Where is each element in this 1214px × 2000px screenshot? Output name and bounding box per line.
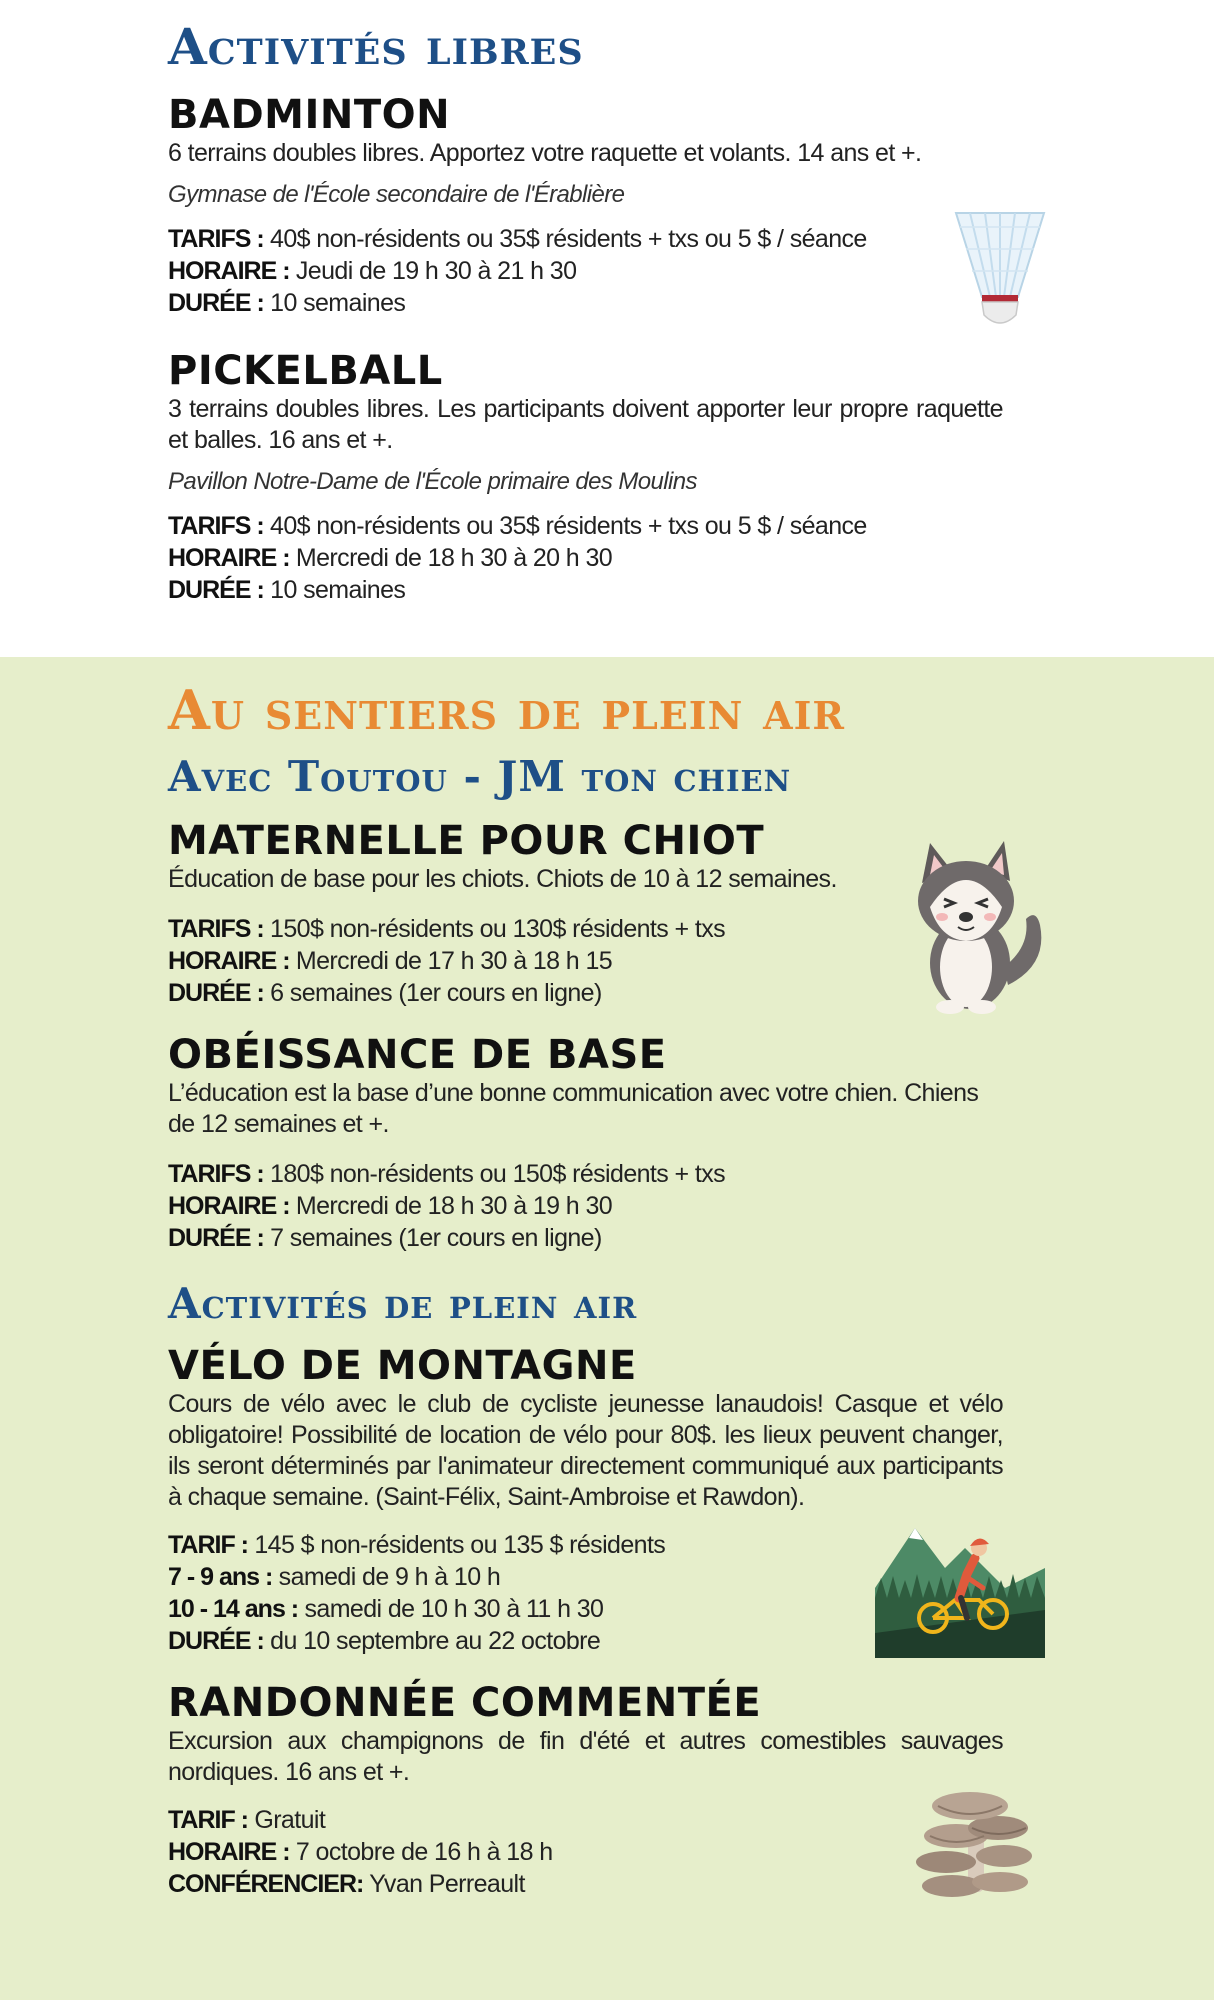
activity-description: Cours de vélo avec le club de cycliste jeunesse lanaudois! Casque et vélo obligatoire! Possibilité de location de vélo pour 80$. les lieux peuvent changer, ils seront déterminés par l'animateur directement communiqué aux participants à chaque semaine. (Saint-Félix, Saint-Ambroise et Rawdon).	[168, 1390, 1003, 1511]
info-duree	[168, 1222, 1003, 1254]
info-label: 10 - 14 ans :	[168, 1595, 299, 1623]
activity-obeissance	[168, 1032, 1003, 1254]
info-value: 40$ non-résidents ou 35$ résidents + txs ou 5 $ / séance	[263, 225, 867, 253]
info-duree	[168, 574, 1003, 606]
info-tarifs	[168, 1158, 1003, 1190]
info-value: 7 semaines (1er cours en ligne)	[263, 1224, 602, 1252]
activity-info	[168, 1804, 1003, 1900]
activity-description: Éducation de base pour les chiots. Chiots de 10 à 12 semaines.	[168, 865, 837, 893]
activity-description: 3 terrains doubles libres. Les participants doivent apporter leur propre raquette et balles. 16 ans et +.	[168, 395, 1003, 454]
husky-dog-icon	[900, 835, 1050, 1015]
mountain-biker-icon	[875, 1518, 1045, 1658]
info-label: TARIFS :	[168, 512, 264, 540]
info-value: du 10 septembre au 22 octobre	[263, 1627, 601, 1655]
shuttlecock-icon	[950, 205, 1050, 330]
info-label: DURÉE :	[168, 979, 264, 1007]
info-value: 40$ non-résidents ou 35$ résidents + txs ou 5 $ / séance	[263, 512, 867, 540]
info-duree	[168, 287, 1003, 319]
info-label: HORAIRE :	[168, 257, 290, 285]
activity-pickleball	[168, 348, 1003, 606]
info-label: DURÉE :	[168, 289, 264, 317]
subsection-title-toutou: Avec Toutou - JM ton chien	[168, 752, 792, 801]
info-label: HORAIRE :	[168, 1838, 290, 1866]
info-value: 150$ non-résidents ou 130$ résidents + txs	[263, 915, 726, 943]
oyster-mushroom-icon	[912, 1782, 1037, 1897]
info-value: 6 semaines (1er cours en ligne)	[263, 979, 602, 1007]
info-horaire	[168, 1190, 1003, 1222]
info-label: HORAIRE :	[168, 947, 290, 975]
info-label: DURÉE :	[168, 576, 264, 604]
info-label: TARIF :	[168, 1806, 249, 1834]
info-horaire	[168, 255, 1003, 287]
activity-title-maternelle: MATERNELLE POUR CHIOT	[168, 818, 765, 864]
section-title-sentiers: Au sentiers de plein air	[168, 678, 845, 742]
info-tarif	[168, 1804, 1003, 1836]
info-value: 10 semaines	[263, 576, 406, 604]
info-label: HORAIRE :	[168, 1192, 290, 1220]
info-value: 10 semaines	[263, 289, 406, 317]
info-value: Gratuit	[248, 1806, 326, 1834]
activity-location: Pavillon Notre-Dame de l'École primaire des Moulins	[168, 468, 697, 495]
info-label: DURÉE :	[168, 1224, 264, 1252]
info-tarifs	[168, 913, 1003, 945]
activity-description: L’éducation est la base d’une bonne communication avec votre chien. Chiens de 12 semaines et +.	[168, 1079, 979, 1138]
activity-title-obeissance: OBÉISSANCE DE BASE	[168, 1032, 667, 1078]
activity-maternelle	[168, 818, 1003, 1009]
activity-badminton	[168, 92, 1003, 319]
info-value: samedi de 9 h à 10 h	[272, 1563, 501, 1591]
info-tarifs	[168, 223, 1003, 255]
activity-description: 6 terrains doubles libres. Apportez votre raquette et volants. 14 ans et +.	[168, 139, 922, 167]
info-label: CONFÉRENCIER:	[168, 1870, 364, 1898]
info-horaire	[168, 945, 1003, 977]
section-outdoor-header	[168, 678, 1003, 742]
info-horaire	[168, 1836, 1003, 1868]
info-label: HORAIRE :	[168, 544, 290, 572]
subsection-dog-header	[168, 752, 1003, 801]
activity-info	[168, 1158, 1003, 1254]
info-label: TARIFS :	[168, 1160, 264, 1188]
info-conferencier	[168, 1868, 1003, 1900]
activity-title-pickleball: PICKELBALL	[168, 348, 443, 394]
info-duree	[168, 977, 1003, 1009]
info-value: 180$ non-résidents ou 150$ résidents + txs	[263, 1160, 726, 1188]
subsection-title-plein-air: Activités de plein air	[168, 1279, 638, 1328]
subsection-outdoor-header	[168, 1279, 1003, 1328]
activity-description: Excursion aux champignons de fin d'été et autres comestibles sauvages nordiques. 16 ans et +.	[168, 1727, 1003, 1786]
activity-title-randonnee: RANDONNÉE COMMENTÉE	[168, 1680, 762, 1726]
activity-info	[168, 223, 1003, 319]
info-value: Mercredi de 17 h 30 à 18 h 15	[289, 947, 613, 975]
activity-title-badminton: BADMINTON	[168, 92, 451, 138]
info-label: TARIFS :	[168, 915, 264, 943]
info-value: samedi de 10 h 30 à 11 h 30	[298, 1595, 604, 1623]
activity-info	[168, 913, 1003, 1009]
info-label: TARIF :	[168, 1531, 249, 1559]
info-value: Mercredi de 18 h 30 à 19 h 30	[289, 1192, 613, 1220]
info-label: 7 - 9 ans :	[168, 1563, 273, 1591]
info-value: Yvan Perreault	[363, 1870, 525, 1898]
info-label: DURÉE :	[168, 1627, 264, 1655]
info-label: TARIFS :	[168, 225, 264, 253]
info-horaire	[168, 542, 1003, 574]
info-value: Jeudi de 19 h 30 à 21 h 30	[289, 257, 577, 285]
info-value: 7 octobre de 16 h à 18 h	[289, 1838, 553, 1866]
section-title-activites-libres: Activités libres	[168, 17, 584, 76]
section-free-activities-content	[168, 17, 1003, 76]
activity-location: Gymnase de l'École secondaire de l'Érablière	[168, 181, 625, 208]
info-tarifs	[168, 510, 1003, 542]
activity-info	[168, 510, 1003, 606]
info-value: 145 $ non-résidents ou 135 $ résidents	[248, 1531, 666, 1559]
info-value: Mercredi de 18 h 30 à 20 h 30	[289, 544, 613, 572]
activity-title-velo: VÉLO DE MONTAGNE	[168, 1343, 637, 1389]
activity-randonnee	[168, 1680, 1003, 1900]
